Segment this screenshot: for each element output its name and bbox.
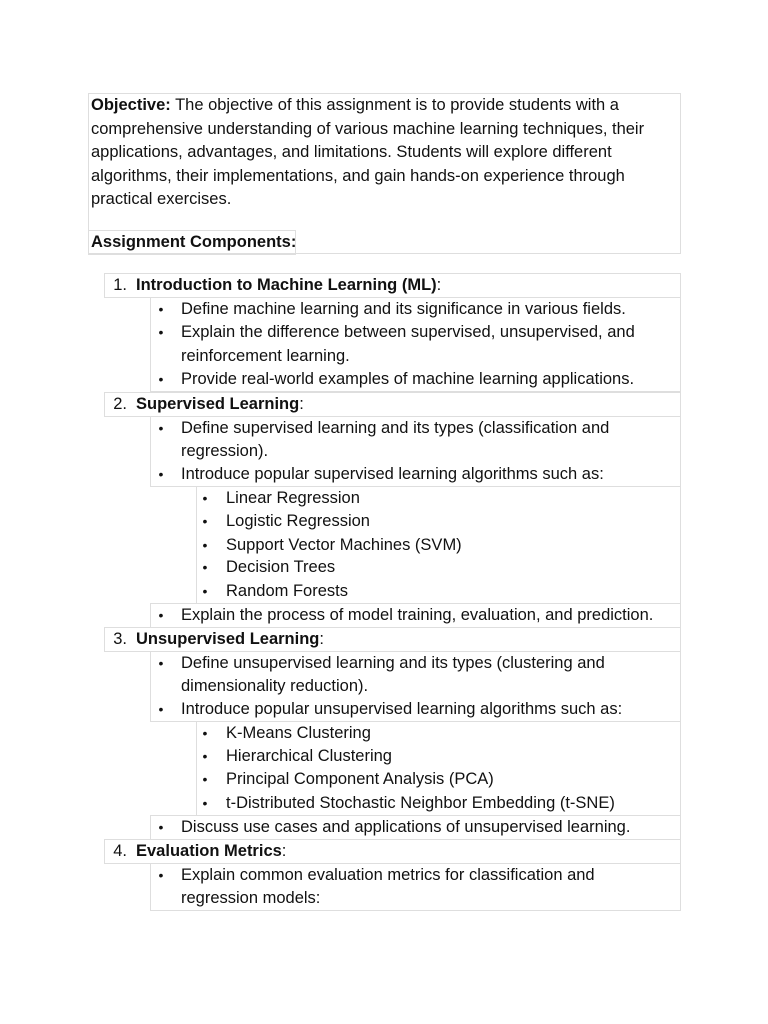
section-4-bullet-1: Explain common evaluation metrics for classification and [181,866,595,884]
section-1-title: Introduction to Machine Learning (ML) [136,276,437,294]
algorithm-item: Linear Regression [226,489,360,507]
bullet-dot: • [202,490,208,506]
section-4-number: 4. [113,842,127,860]
section-1-number: 1. [113,276,127,294]
section-2-number: 2. [113,395,127,413]
section-3-number: 3. [113,630,127,648]
algorithm-item: Decision Trees [226,558,336,576]
algorithm-item: K-Means Clustering [226,724,371,742]
section-2-colon: : [299,395,304,413]
section-2-bullet-1: Define supervised learning and its types (classification and [181,419,610,437]
algorithm-item: Principal Component Analysis (PCA) [226,770,494,788]
components-heading: Assignment Components: [91,233,297,251]
objective-line-5: practical exercises. [91,190,232,208]
section-2-bullet-3: Explain the process of model training, evaluation, and prediction. [181,606,654,624]
section-1-bullet-2: Explain the difference between supervised, unsupervised, and [181,323,635,341]
objective-label: Objective: [91,96,171,114]
algorithm-item: Support Vector Machines (SVM) [226,536,462,554]
section-2-bullet-1-cont: regression). [181,442,269,460]
section-4-title: Evaluation Metrics [136,842,282,860]
bullet-dot: • [158,301,164,317]
section-3-bullet-2: Introduce popular unsupervised learning algorithms such as: [181,700,623,718]
bullet-dot: • [202,725,208,741]
section-4-heading [136,840,286,864]
section-3-bullet-1-cont: dimensionality reduction). [181,677,369,695]
section-3-bullet-3: Discuss use cases and applications of unsupervised learning. [181,818,631,836]
bullet-dot: • [202,583,208,599]
section-2-bullet-2: Introduce popular supervised learning algorithms such as: [181,465,604,483]
bullet-dot: • [158,420,164,436]
bullet-dot: • [202,771,208,787]
section-2-title: Supervised Learning [136,395,300,413]
section-3-heading [136,628,324,652]
objective-line-1 [91,94,619,118]
bullet-dot: • [158,324,164,340]
objective-line-3: applications, advantages, and limitations. Students will explore different [91,143,612,161]
section-1-colon: : [436,276,442,294]
objective-line-2: comprehensive understanding of various machine learning techniques, their [91,120,645,138]
algorithm-item: t-Distributed Stochastic Neighbor Embedding (t-SNE) [226,794,615,812]
bullet-dot: • [158,466,164,482]
bullet-dot: • [158,607,164,623]
section-4-bullet-1-cont: regression models: [181,889,321,907]
section-1-bullet-3: Provide real-world examples of machine learning applications. [181,370,635,388]
algorithm-item: Random Forests [226,582,348,600]
section-4-colon: : [281,842,287,860]
algorithm-item: Hierarchical Clustering [226,747,392,765]
section-1-bullet-2-cont: reinforcement learning. [181,347,350,365]
objective-text-1: The objective of this assignment is to provide students with a [170,96,619,114]
bullet-dot: • [158,371,164,387]
bullet-dot: • [202,559,208,575]
objective-line-4: algorithms, their implementations, and gain hands-on experience through [91,167,625,185]
bullet-dot: • [202,748,208,764]
bullet-dot: • [158,655,164,671]
section-3-bullet-1: Define unsupervised learning and its types (clustering and [181,654,605,672]
bullet-dot: • [202,537,208,553]
bullet-dot: • [158,819,164,835]
section-3-colon: : [319,630,324,648]
bullet-dot: • [202,513,208,529]
bullet-dot: • [202,795,208,811]
section-1-heading [136,274,441,298]
section-2-heading [136,393,304,417]
bullet-dot: • [158,701,164,717]
section-3-title: Unsupervised Learning [136,630,320,648]
algorithm-item: Logistic Regression [226,512,370,530]
section-1-bullet-1: Define machine learning and its significance in various fields. [181,300,626,318]
bullet-dot: • [158,867,164,883]
